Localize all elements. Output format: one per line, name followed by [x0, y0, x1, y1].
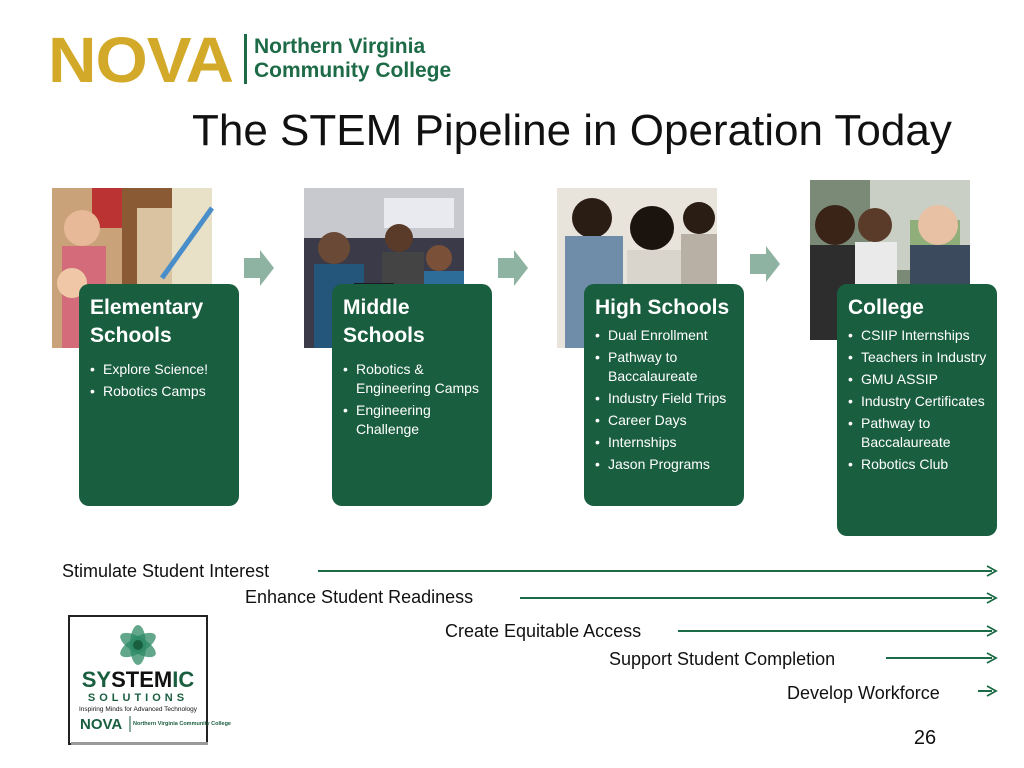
systemic-word-sy: SY: [81, 667, 112, 692]
systemic-tagline: Inspiring Minds for Advanced Technology: [78, 706, 198, 713]
stage-item: • Pathway to Baccalaureate: [848, 414, 987, 452]
arrowhead-icon: [986, 565, 998, 577]
stage-item: • Robotics Club: [848, 455, 987, 474]
goal-enhance-readiness: Enhance Student Readiness: [245, 587, 474, 607]
goal-student-completion: Support Student Completion: [609, 649, 836, 669]
stage-card-college: [837, 284, 997, 536]
stage-heading: College: [848, 296, 924, 319]
nova-logo-word: NOVA: [48, 24, 233, 96]
stage-item: • GMU ASSIP: [848, 370, 987, 389]
goal-develop-workforce: Develop Workforce: [787, 683, 940, 703]
chevron-arrow-1-icon: [244, 250, 274, 286]
nova-logo-name: [254, 35, 451, 83]
nova-logo: [48, 24, 468, 96]
chevron-arrow-3-icon: [750, 246, 780, 282]
systemic-word-ic: IC: [172, 667, 195, 692]
slide-title: The STEM Pipeline in Operation Today: [192, 106, 952, 155]
arrowhead-icon: [986, 592, 998, 604]
stage-list: [848, 326, 987, 474]
systemic-nova-name: Northern Virginia Community College: [133, 721, 231, 727]
systemic-solutions-word: SOLUTIONS: [87, 692, 189, 704]
stage-item: • Internships: [595, 433, 734, 452]
stage-card-elementary: [79, 284, 239, 506]
systemic-solutions-logo: [68, 615, 231, 745]
goal-arrow-line: [886, 657, 992, 659]
arrowhead-icon: [986, 685, 998, 697]
goal-arrow-line: [318, 570, 992, 572]
stage-item: • Industry Certificates: [848, 392, 987, 411]
goal-arrow-line: [678, 630, 992, 632]
stage-item: • Jason Programs: [595, 455, 734, 474]
stage-card-middle: [332, 284, 492, 506]
nova-logo-divider: [244, 34, 247, 84]
stage-heading: Middle Schools: [343, 296, 425, 347]
stage-item: • Dual Enrollment: [595, 326, 734, 345]
arrowhead-icon: [986, 652, 998, 664]
stage-item: • Robotics Camps: [90, 382, 229, 401]
stage-item: • Engineering Challenge: [343, 401, 482, 439]
page-number: 26: [913, 727, 937, 749]
stage-item: • Robotics & Engineering Camps: [343, 360, 482, 398]
stage-item: • Explore Science!: [90, 360, 229, 379]
stage-item: • Industry Field Trips: [595, 389, 734, 408]
stage-item: • CSIIP Internships: [848, 326, 987, 345]
systemic-nova-word: NOVA: [80, 716, 123, 733]
arrowhead-icon: [986, 625, 998, 637]
systemic-word-stem: STEM: [111, 667, 173, 692]
stage-item: • Career Days: [595, 411, 734, 430]
stage-heading: Elementary Schools: [90, 296, 204, 347]
stage-heading: High Schools: [595, 296, 730, 319]
stage-list: [90, 360, 229, 401]
stage-card-high: [584, 284, 744, 506]
stage-list: [595, 326, 734, 474]
stage-item: • Pathway to Baccalaureate: [595, 348, 734, 386]
nova-logo-name-line2: Community College: [254, 59, 452, 82]
svg-text:SYSTEMIC: [82, 667, 195, 692]
chevron-arrow-2-icon: [498, 250, 528, 286]
goal-stimulate-interest: Stimulate Student Interest: [62, 561, 270, 581]
goal-arrow-line: [520, 597, 992, 599]
stage-list: [343, 360, 482, 439]
nova-logo-name-line1: Northern Virginia: [254, 35, 426, 58]
stage-item: • Teachers in Industry: [848, 348, 987, 367]
goal-equitable-access: Create Equitable Access: [445, 621, 642, 641]
